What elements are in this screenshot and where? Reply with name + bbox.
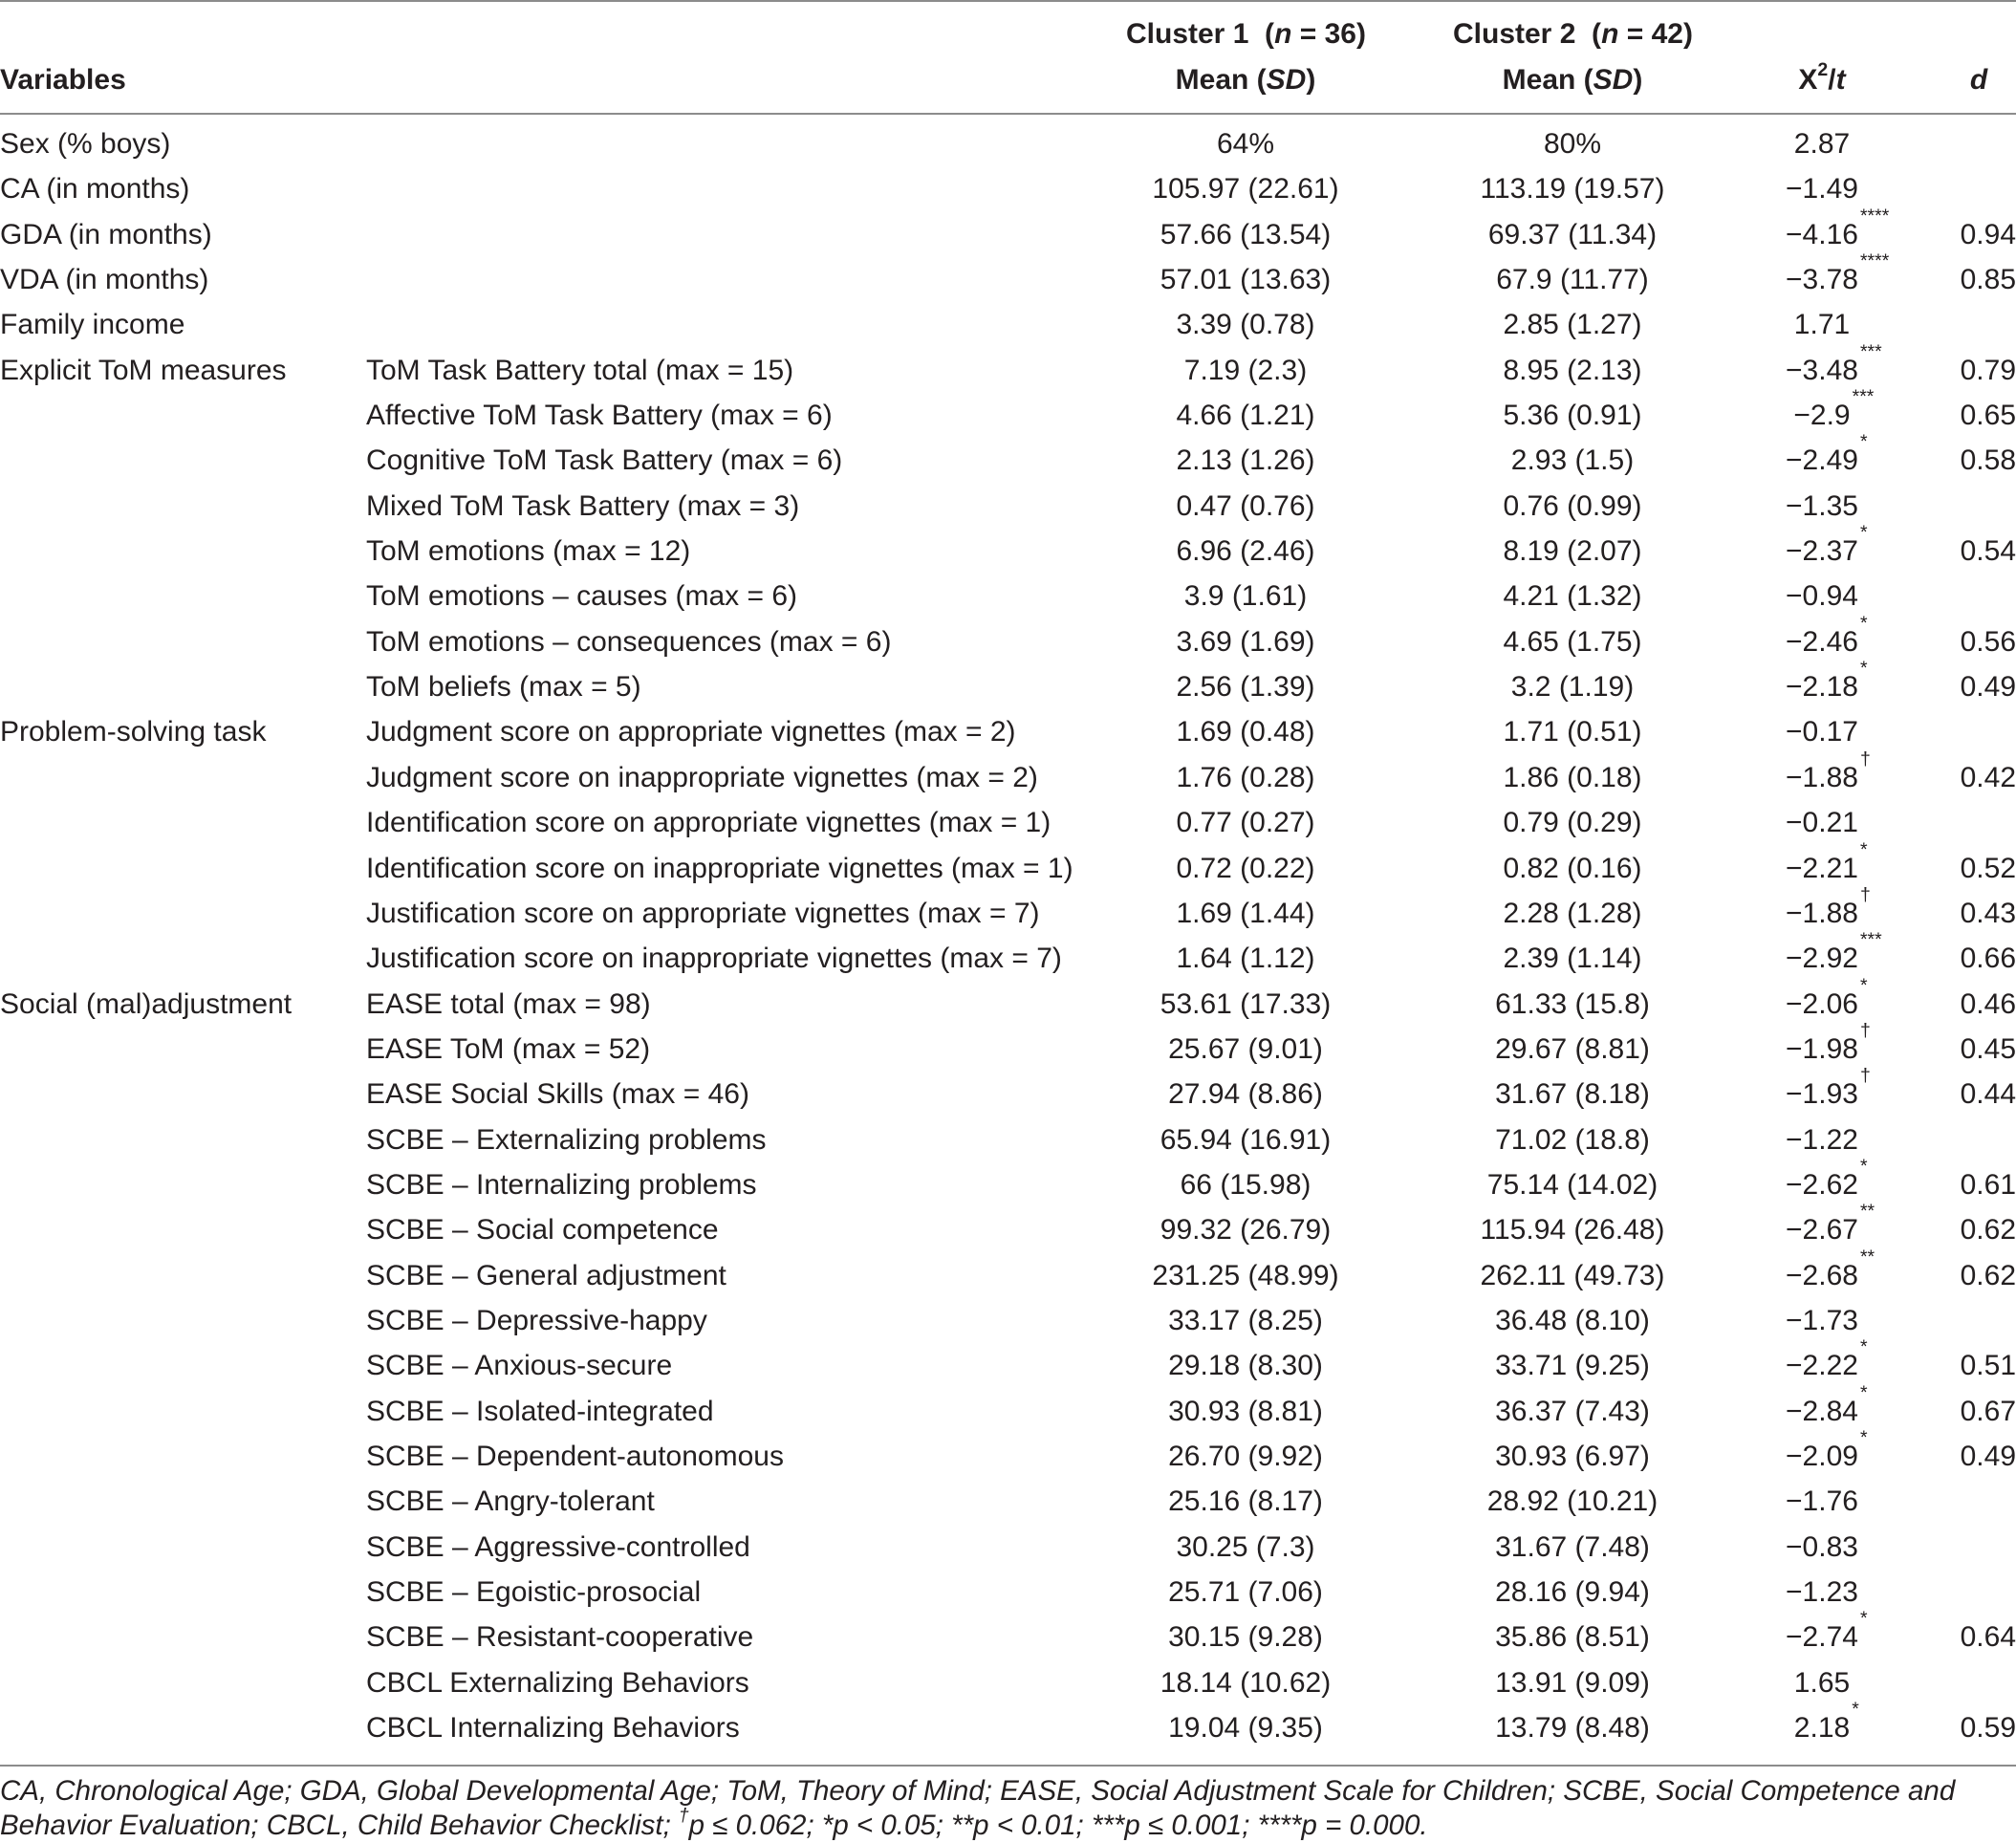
variable-cell: ToM emotions (max = 12): [366, 535, 691, 568]
cluster2-header: Cluster 2 (n = 42) Mean (SD): [1453, 18, 1693, 96]
variable-cell: Mixed ToM Task Battery (max = 3): [366, 489, 800, 522]
cluster2-mean-cell: 0.76 (0.99): [1503, 489, 1642, 522]
cluster2-mean-cell: 36.48 (8.10): [1495, 1304, 1650, 1336]
table-row: [0, 1299, 2016, 1344]
table-row: [0, 612, 2016, 665]
variable-cell: SCBE – Depressive-happy: [366, 1304, 707, 1336]
header-rule: [0, 113, 2016, 115]
cluster1-mean-cell: 3.9 (1.61): [1183, 580, 1308, 613]
variable-cell: SCBE – Aggressive-controlled: [366, 1530, 750, 1563]
cluster1-mean-cell: 0.47 (0.76): [1176, 489, 1315, 522]
variable-cell: SCBE – Angry-tolerant: [366, 1485, 655, 1518]
effect-size-cell: 0.67: [1960, 1395, 2016, 1427]
variable-cell: SCBE – Isolated-integrated: [366, 1395, 714, 1427]
effect-size-cell: 0.79: [1960, 354, 2016, 386]
cluster2-mean-cell: 1.86 (0.18): [1503, 761, 1642, 793]
table-row: [0, 340, 2016, 394]
statistic-cell: 2.87: [1793, 128, 1851, 160]
cluster1-mean-cell: 66 (15.98): [1180, 1168, 1311, 1201]
cluster2-mean-cell: 115.94 (26.48): [1480, 1214, 1665, 1247]
category-cell: Social (mal)adjustment: [0, 987, 293, 1020]
variable-cell: SCBE – Resistant-cooperative: [366, 1621, 754, 1654]
variable-cell: SCBE – Dependent-autonomous: [366, 1440, 784, 1472]
effect-size-cell: 0.43: [1960, 897, 2016, 929]
variable-cell: SCBE – Anxious-secure: [366, 1350, 673, 1382]
variable-cell: CBCL Internalizing Behaviors: [366, 1712, 740, 1745]
variables-header: Variables: [0, 64, 126, 96]
variable-cell: ToM beliefs (max = 5): [366, 671, 641, 704]
cluster1-mean-cell: 6.96 (2.46): [1176, 535, 1315, 568]
category-cell: Family income: [0, 309, 185, 341]
cluster2-mean-cell: 4.65 (1.75): [1503, 625, 1642, 658]
effect-size-cell: 0.45: [1960, 1032, 2016, 1065]
table-row: [0, 431, 2016, 484]
table-row: [0, 167, 2016, 212]
cluster2-mean-cell: 33.71 (9.25): [1495, 1350, 1650, 1382]
table-row: [0, 1155, 2016, 1208]
table-row: [0, 1661, 2016, 1706]
chi-square-t-header: $X^2/t$: [1798, 59, 1846, 96]
table-row: [0, 748, 2016, 801]
effect-size-cell: 0.46: [1960, 987, 2016, 1020]
table-footnote: CA, Chronological Age; GDA, Global Developmental Age; ToM, Theory of Mind; EASE, Social Adjustment Scale for Children; SCBE, Social Competence and Behavior Evaluation; CBCL, Child Behavior Checklist; †p ≤ 0.062; *p < 0.05; **p < 0.01; ***p ≤ 0.001; ****p = 0.000.: [0, 1775, 1956, 1841]
effect-size-cell: 0.54: [1960, 535, 2016, 568]
cluster2-mean-cell: 2.28 (1.28): [1503, 897, 1642, 929]
statistic-cell: 1.65: [1793, 1666, 1851, 1699]
table-row: [0, 1526, 2016, 1571]
cluster1-mean-cell: 26.70 (9.92): [1168, 1440, 1323, 1472]
cluster2-mean-cell: 2.93 (1.5): [1510, 444, 1635, 477]
statistic-cell: −0.83: [1786, 1530, 1858, 1563]
variable-cell: ToM emotions – consequences (max = 6): [366, 625, 892, 658]
cluster1-mean-cell: 3.69 (1.69): [1176, 625, 1315, 658]
cluster2-mean-cell: 13.91 (9.09): [1495, 1666, 1650, 1699]
effect-size-cell: 0.85: [1960, 264, 2016, 296]
category-cell: VDA (in months): [0, 264, 209, 296]
cluster1-mean-cell: 4.66 (1.21): [1176, 400, 1315, 432]
variable-cell: CBCL Externalizing Behaviors: [366, 1666, 749, 1699]
effect-size-cell: 0.94: [1960, 218, 2016, 250]
table-row: [0, 1118, 2016, 1163]
cluster1-mean-cell: 1.69 (0.48): [1176, 716, 1315, 748]
category-cell: Explicit ToM measures: [0, 354, 287, 386]
cluster2-mean-cell: 35.86 (8.51): [1495, 1621, 1650, 1654]
cluster1-mean-cell: 30.25 (7.3): [1176, 1530, 1315, 1563]
statistic-cell: −2.74 *: [1786, 1608, 1868, 1654]
table-row: [0, 1426, 2016, 1480]
variable-cell: ToM emotions – causes (max = 6): [366, 580, 798, 613]
table-row: [0, 1336, 2016, 1389]
table-row: [0, 575, 2016, 619]
variable-cell: Judgment score on appropriate vignettes (max = 2): [366, 716, 1016, 748]
statistic-cell: −2.18 *: [1786, 658, 1868, 704]
statistic-cell: −1.88 †: [1786, 748, 1871, 793]
effect-size-cell: 0.65: [1960, 400, 2016, 432]
table-row: [0, 1246, 2016, 1299]
category-cell: Sex (% boys): [0, 128, 171, 160]
variable-cell: SCBE – Social competence: [366, 1214, 719, 1247]
cluster2-mean-cell: 5.36 (0.91): [1503, 400, 1642, 432]
statistic-cell: −0.17: [1786, 716, 1858, 748]
table-row: [0, 1201, 2016, 1253]
table-row: [0, 1608, 2016, 1660]
table-row: [0, 1571, 2016, 1615]
statistic-cell: −3.48 ***: [1786, 340, 1882, 386]
variable-cell: EASE ToM (max = 52): [366, 1032, 651, 1065]
effect-size-cell: 0.58: [1960, 444, 2016, 477]
statistic-cell: −4.16 ****: [1786, 205, 1890, 250]
variable-cell: EASE total (max = 98): [366, 987, 651, 1020]
statistic-cell: 1.71: [1793, 309, 1851, 341]
statistic-cell: −2.67 **: [1786, 1201, 1875, 1247]
cluster1-mean-cell: 57.66 (13.54): [1160, 218, 1332, 250]
cluster1-mean-cell: 231.25 (48.99): [1152, 1259, 1339, 1291]
cluster2-mean-cell: 28.92 (10.21): [1486, 1485, 1658, 1518]
cluster1-mean-cell: 25.71 (7.06): [1168, 1576, 1323, 1608]
variable-cell: Affective ToM Task Battery (max = 6): [366, 400, 833, 432]
variable-cell: SCBE – Internalizing problems: [366, 1168, 757, 1201]
statistic-cell: −1.73: [1786, 1304, 1858, 1336]
cluster2-mean-cell: 2.39 (1.14): [1503, 943, 1642, 975]
cluster2-mean-cell: 3.2 (1.19): [1510, 671, 1635, 704]
cluster1-mean-cell: 1.76 (0.28): [1176, 761, 1315, 793]
table-row: [0, 1381, 2016, 1435]
cluster2-mean-cell: 13.79 (8.48): [1495, 1712, 1650, 1745]
cluster2-mean-cell: 71.02 (18.8): [1495, 1123, 1650, 1156]
statistic-cell: −2.46 *: [1786, 612, 1868, 658]
table-row: [0, 658, 2016, 710]
effect-size-cell: 0.49: [1960, 1440, 2016, 1472]
cluster2-mean-cell: 61.33 (15.8): [1495, 987, 1650, 1020]
statistic-cell: −2.62 *: [1786, 1155, 1868, 1201]
variable-cell: Identification score on appropriate vignettes (max = 1): [366, 807, 1051, 839]
cluster1-mean-cell: 7.19 (2.3): [1183, 354, 1308, 386]
cluster2-mean-cell: 4.21 (1.32): [1503, 580, 1642, 613]
variable-cell: Judgment score on inappropriate vignettes (max = 2): [366, 761, 1038, 793]
cluster2-mean-cell: 36.37 (7.43): [1495, 1395, 1650, 1427]
table-row: [0, 386, 2016, 439]
statistic-cell: −1.88 †: [1786, 883, 1871, 929]
statistic-cell: −0.94: [1786, 580, 1858, 613]
table-bottom-rule: [0, 1765, 2016, 1767]
cluster1-mean-cell: 3.39 (0.78): [1176, 309, 1315, 341]
cluster2-mean-cell: 29.67 (8.81): [1495, 1032, 1650, 1065]
cluster2-mean-cell: 69.37 (11.34): [1487, 218, 1658, 250]
statistic-cell: −1.76: [1786, 1485, 1858, 1518]
effect-size-cell: 0.44: [1960, 1078, 2016, 1111]
cluster1-mean-cell: 19.04 (9.35): [1168, 1712, 1323, 1745]
table-row: [0, 1019, 2016, 1073]
cluster2-mean-cell: 31.67 (8.18): [1495, 1078, 1650, 1111]
statistic-cell: −2.06 *: [1786, 974, 1868, 1020]
table-row: [0, 974, 2016, 1028]
cluster1-mean-cell: 33.17 (8.25): [1168, 1304, 1323, 1336]
statistic-cell: −2.84 *: [1786, 1381, 1868, 1427]
cluster2-mean-cell: 30.93 (6.97): [1495, 1440, 1650, 1472]
effect-size-cell: 0.59: [1960, 1712, 2016, 1745]
cluster2-mean-cell: 31.67 (7.48): [1495, 1530, 1650, 1563]
cluster1-mean-cell: 30.15 (9.28): [1168, 1621, 1323, 1654]
table-row: [0, 929, 2016, 982]
table-row: [0, 250, 2016, 303]
cluster1-mean-cell: 25.67 (9.01): [1168, 1032, 1323, 1065]
variable-cell: Cognitive ToM Task Battery (max = 6): [366, 444, 843, 477]
statistic-cell: −1.93 †: [1786, 1065, 1871, 1111]
cluster1-mean-cell: 65.94 (16.91): [1160, 1123, 1332, 1156]
cluster1-mean-cell: 53.61 (17.33): [1160, 987, 1332, 1020]
cluster1-mean-cell: 99.32 (26.79): [1160, 1214, 1332, 1247]
cluster2-mean-cell: 28.16 (9.94): [1495, 1576, 1650, 1608]
cluster2-mean-cell: 113.19 (19.57): [1480, 173, 1665, 206]
cluster2-mean-cell: 67.9 (11.77): [1496, 264, 1649, 296]
variable-cell: Justification score on inappropriate vignettes (max = 7): [366, 943, 1062, 975]
statistic-cell: −2.68 **: [1786, 1246, 1875, 1291]
category-cell: GDA (in months): [0, 218, 212, 250]
category-cell: Problem-solving task: [0, 716, 267, 748]
cluster2-mean-cell: 262.11 (49.73): [1480, 1259, 1665, 1291]
variable-cell: SCBE – Egoistic-prosocial: [366, 1576, 702, 1608]
cluster1-mean-cell: 2.56 (1.39): [1176, 671, 1315, 704]
cluster1-mean-cell: 1.69 (1.44): [1176, 897, 1315, 929]
cluster1-mean-cell: 0.72 (0.22): [1176, 852, 1315, 884]
statistic-cell: −2.37 *: [1786, 522, 1868, 568]
cluster1-mean-cell: 18.14 (10.62): [1160, 1666, 1332, 1699]
table-row: [0, 522, 2016, 575]
cluster2-mean-cell: 1.71 (0.51): [1503, 716, 1642, 748]
effect-size-cell: 0.62: [1960, 1214, 2016, 1247]
statistic-cell: −2.9 ***: [1793, 386, 1875, 432]
statistic-cell: 2.18 *: [1793, 1699, 1859, 1745]
effect-size-cell: 0.42: [1960, 761, 2016, 793]
table-row: [0, 838, 2016, 892]
cluster1-mean-cell: 105.97 (22.61): [1152, 173, 1339, 206]
statistic-cell: −3.78 ****: [1786, 250, 1890, 296]
effect-size-cell: 0.64: [1960, 1621, 2016, 1654]
cluster2-mean-cell: 80%: [1543, 128, 1602, 160]
table-row: [0, 205, 2016, 258]
statistic-cell: −2.92 ***: [1786, 929, 1882, 975]
variable-cell: SCBE – General adjustment: [366, 1259, 726, 1291]
table-body: [0, 122, 2016, 1751]
table-row: [0, 1480, 2016, 1525]
effect-size-cell: 0.52: [1960, 852, 2016, 884]
variable-cell: SCBE – Externalizing problems: [366, 1123, 767, 1156]
effect-size-cell: 0.49: [1960, 671, 2016, 704]
cluster2-mean-cell: 75.14 (14.02): [1486, 1168, 1658, 1201]
statistic-cell: −1.98 †: [1786, 1019, 1871, 1065]
category-cell: CA (in months): [0, 173, 190, 206]
statistic-cell: −1.35: [1786, 489, 1858, 522]
effect-size-cell: 0.62: [1960, 1259, 2016, 1291]
statistic-cell: −1.22: [1786, 1123, 1858, 1156]
effect-size-cell: 0.56: [1960, 625, 2016, 658]
effect-size-cell: 0.66: [1960, 943, 2016, 975]
cluster2-mean-cell: 2.85 (1.27): [1503, 309, 1642, 341]
table-row: [0, 710, 2016, 755]
statistic-cell: −2.09 *: [1786, 1426, 1868, 1472]
cluster1-mean-cell: 27.94 (8.86): [1168, 1078, 1323, 1111]
cluster1-mean-cell: 25.16 (8.17): [1168, 1485, 1323, 1518]
cluster1-mean-cell: 30.93 (8.81): [1168, 1395, 1323, 1427]
cluster1-mean-cell: 1.64 (1.12): [1176, 943, 1315, 975]
cluster1-mean-cell: 2.13 (1.26): [1176, 444, 1315, 477]
cluster2-mean-cell: 8.19 (2.07): [1503, 535, 1642, 568]
cluster2-mean-cell: 0.82 (0.16): [1503, 852, 1642, 884]
table-row: [0, 485, 2016, 530]
effect-size-header: d: [1969, 64, 1988, 96]
statistic-cell: −1.49: [1786, 173, 1858, 206]
cluster1-header: Cluster 1 (n = 36) Mean (SD): [1126, 18, 1366, 96]
table-row: [0, 1699, 2016, 1751]
table-row: [0, 122, 2016, 167]
variable-cell: EASE Social Skills (max = 46): [366, 1078, 749, 1111]
statistic-cell: −0.21: [1786, 807, 1858, 839]
variable-cell: Identification score on inappropriate vignettes (max = 1): [366, 852, 1073, 884]
cluster1-mean-cell: 57.01 (13.63): [1160, 264, 1332, 296]
statistic-cell: −2.49 *: [1786, 431, 1868, 477]
cluster2-mean-cell: 0.79 (0.29): [1503, 807, 1642, 839]
table-row: [0, 1065, 2016, 1117]
cluster1-mean-cell: 0.77 (0.27): [1176, 807, 1315, 839]
cluster1-mean-cell: 29.18 (8.30): [1168, 1350, 1323, 1382]
variable-cell: Justification score on appropriate vignettes (max = 7): [366, 897, 1040, 929]
table-top-rule: [0, 0, 2016, 2]
variable-cell: ToM Task Battery total (max = 15): [366, 354, 794, 386]
statistic-cell: −2.21 *: [1786, 838, 1868, 884]
effect-size-cell: 0.51: [1960, 1350, 2016, 1382]
table-row: [0, 883, 2016, 937]
statistic-cell: −1.23: [1786, 1576, 1858, 1608]
cluster1-mean-cell: 64%: [1216, 128, 1275, 160]
cluster2-mean-cell: 8.95 (2.13): [1503, 354, 1642, 386]
table-row: [0, 801, 2016, 846]
table-row: [0, 303, 2016, 348]
statistic-cell: −2.22 *: [1786, 1336, 1868, 1382]
effect-size-cell: 0.61: [1960, 1168, 2016, 1201]
